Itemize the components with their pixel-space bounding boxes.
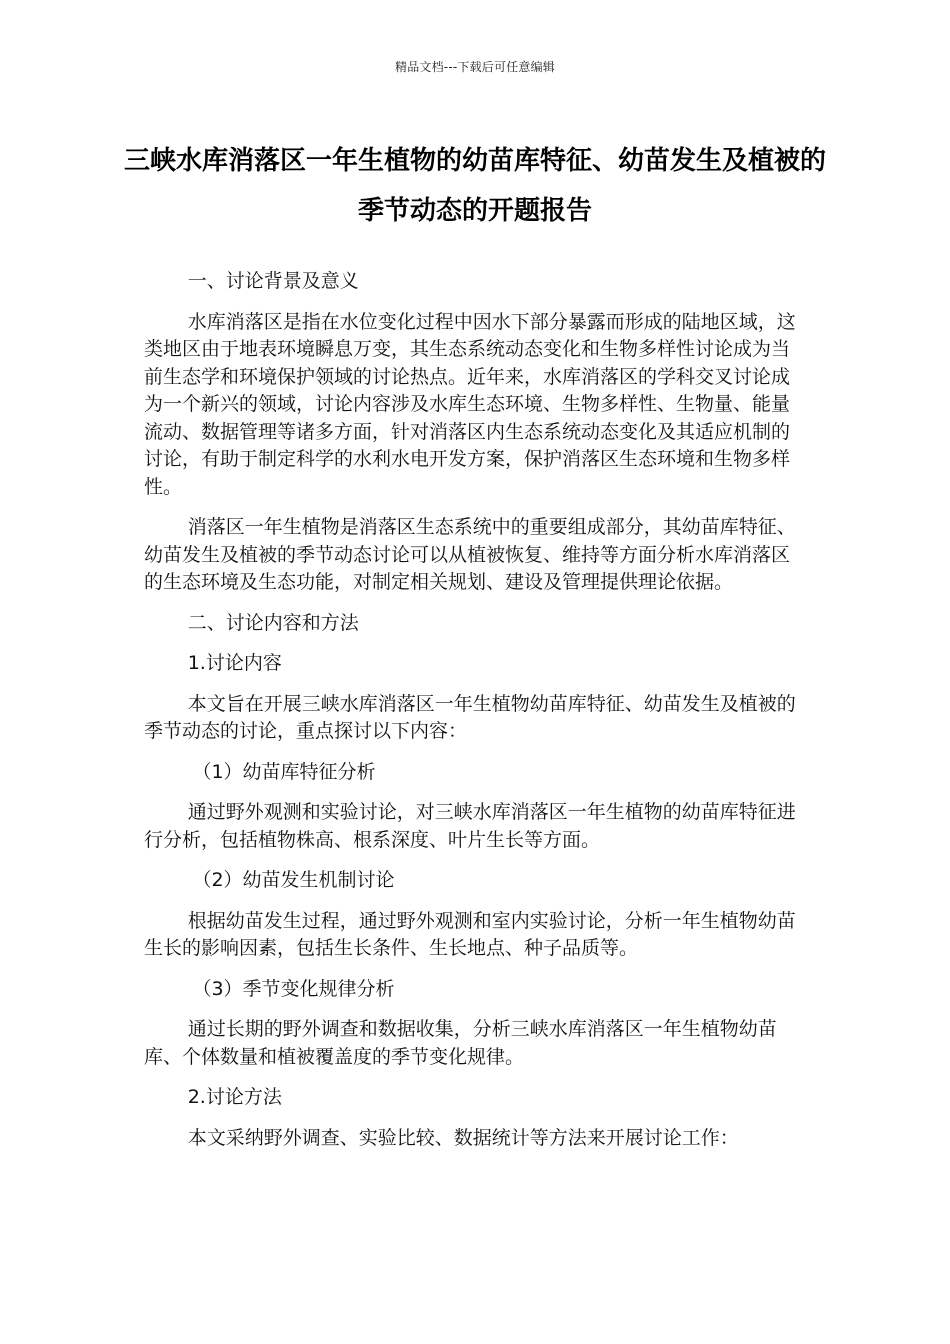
- item-heading-1: （1）幼苗库特征分析: [192, 760, 376, 783]
- subsection-heading-content: 1.讨论内容: [187, 652, 282, 674]
- paragraph-methods: 本文采纳野外调查、实验比较、数据统计等方法来开展讨论工作：: [187, 1126, 739, 1149]
- paragraph-background-1: 水库消落区是指在水位变化过程中因水下部分暴露而形成的陆地区域，这类地区由于地表环境瞬息万变，其生态系统动态变化和生物多样性讨论成为当前生态学和环境保护领域的讨论热点。近年来，水库消落区的学科交叉讨论成为一个新兴的领域，讨论内容涉及水库生态环境、生物多样性、生物量、能量流动、数据管理等诸多方面，针对消落区内生态系统动态变化及其适应机制的讨论，有助于制定科学的水利水电开发方案，保护消落区生态环境和生物多样性。: [144, 310, 796, 498]
- item-paragraph-2: 根据幼苗发生过程，通过野外观测和室内实验讨论，分析一年生植物幼苗生长的影响因素，包括生长条件、生长地点、种子品质等。: [144, 909, 796, 959]
- paragraph-background-2: 消落区一年生植物是消落区生态系统中的重要组成部分，其幼苗库特征、幼苗发生及植被的季节动态讨论可以从植被恢复、维持等方面分析水库消落区的生态环境及生态功能，对制定相关规划、建设及管理提供理论依据。: [144, 516, 796, 593]
- subsection-heading-methods: 2.讨论方法: [187, 1086, 282, 1108]
- item-paragraph-1: 通过野外观测和实验讨论，对三峡水库消落区一年生植物的幼苗库特征进行分析，包括植物株高、根系深度、叶片生长等方面。: [144, 801, 796, 851]
- document-title: 三峡水库消落区一年生植物的幼苗库特征、幼苗发生及植被的季节动态的开题报告: [123, 146, 826, 226]
- header-note: 精品文档---下载后可任意编辑: [395, 60, 555, 74]
- paragraph-content-intro: 本文旨在开展三峡水库消落区一年生植物幼苗库特征、幼苗发生及植被的季节动态的讨论，重点探讨以下内容：: [144, 692, 796, 742]
- section-heading-content-methods: 二、讨论内容和方法: [187, 611, 359, 634]
- document-body: [144, 268, 800, 1165]
- item-heading-2: （2）幼苗发生机制讨论: [192, 869, 395, 891]
- item-heading-3: （3）季节变化规律分析: [192, 977, 395, 1000]
- item-paragraph-3: 通过长期的野外调查和数据收集，分析三峡水库消落区一年生植物幼苗库、个体数量和植被覆盖度的季节变化规律。: [144, 1018, 777, 1068]
- section-heading-background: 一、讨论背景及意义: [187, 270, 359, 292]
